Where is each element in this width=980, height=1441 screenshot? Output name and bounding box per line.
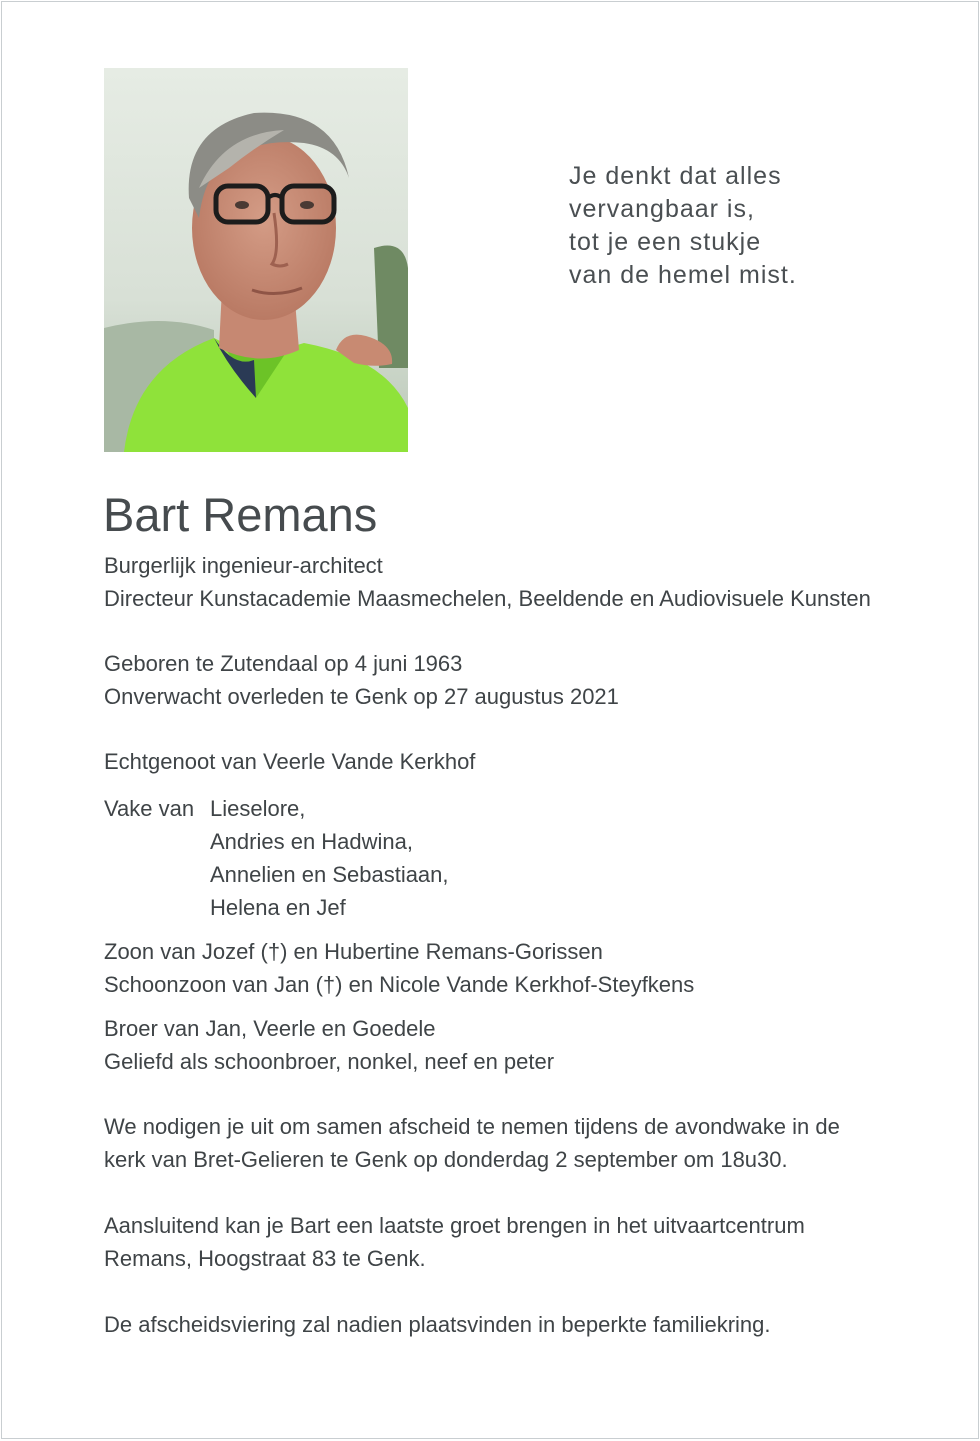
poem-line: tot je een stukje — [569, 228, 762, 256]
title-line: Directeur Kunstacademie Maasmechelen, Beeldende en Audiovisuele Kunsten — [104, 586, 871, 611]
children-names — [210, 792, 449, 924]
spouse-line — [104, 745, 475, 778]
poem-line: Je denkt dat alles — [569, 162, 782, 190]
greeting-block — [104, 1209, 805, 1275]
child-name: Andries en Hadwina, — [210, 829, 414, 854]
family-block — [104, 1012, 554, 1078]
poem-line: vervangbaar is, — [569, 195, 755, 223]
children-label: Vake van — [104, 796, 195, 821]
greeting-line: Aansluitend kan je Bart een laatste groet brengen in het uitvaartcentrum — [104, 1213, 805, 1238]
siblings-line: Broer van Jan, Veerle en Goedele — [104, 1016, 436, 1041]
portrait-photo — [104, 68, 408, 452]
title-line: Burgerlijk ingenieur-architect — [104, 553, 383, 578]
ceremony-text: De afscheidsviering zal nadien plaatsvinden in beperkte familiekring. — [104, 1312, 771, 1337]
child-name: Annelien en Sebastiaan, — [210, 862, 449, 887]
relations-line: Geliefd als schoonbroer, nonkel, neef en peter — [104, 1049, 555, 1074]
spouse-text: Echtgenoot van Veerle Vande Kerkhof — [104, 749, 476, 774]
in-laws-line: Schoonzoon van Jan (†) en Nicole Vande Kerkhof-Steyfkens — [104, 972, 695, 997]
child-name: Helena en Jef — [210, 895, 346, 920]
death-line: Onverwacht overleden te Genk op 27 augustus 2021 — [104, 684, 619, 709]
greeting-line: Remans, Hoogstraat 83 te Genk. — [104, 1246, 426, 1271]
deceased-name: Bart Remans — [103, 488, 378, 541]
titles-block — [104, 549, 871, 615]
children-block — [104, 792, 449, 924]
poem-line: van de hemel mist. — [569, 261, 797, 289]
wake-line: kerk van Bret-Gelieren te Genk op donderdag 2 september om 18u30. — [104, 1147, 788, 1172]
parents-block — [104, 935, 694, 1001]
ceremony-line — [104, 1308, 771, 1341]
wake-block — [104, 1110, 840, 1176]
child-name: Lieselore, — [210, 796, 306, 821]
wake-line: We nodigen je uit om samen afscheid te nemen tijdens de avondwake in de — [104, 1114, 840, 1139]
dates-block — [104, 647, 619, 713]
memorial-poem — [569, 160, 797, 292]
parents-line: Zoon van Jozef (†) en Hubertine Remans-Gorissen — [104, 939, 603, 964]
birth-line: Geboren te Zutendaal op 4 juni 1963 — [104, 651, 463, 676]
memorial-card — [1, 1, 979, 1439]
